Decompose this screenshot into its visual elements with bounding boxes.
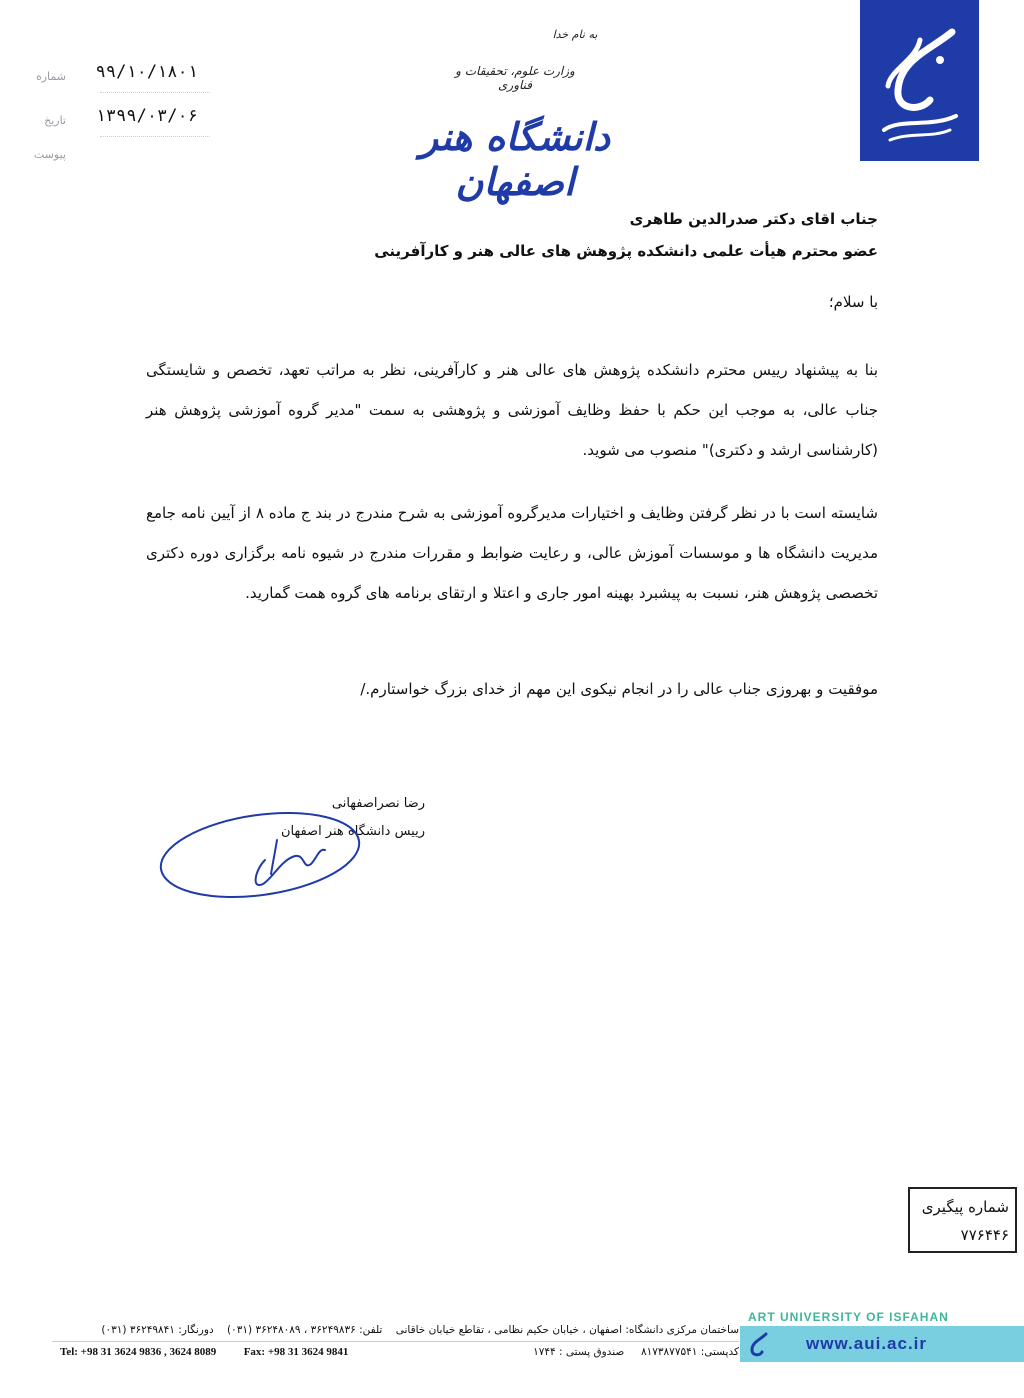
date-label: تاریخ bbox=[44, 114, 66, 127]
meta-divider bbox=[100, 92, 210, 93]
footer-phones: تلفن: ۳۶۲۴۹۸۳۶ ، ۳۶۲۴۸۰۸۹ (۰۳۱) bbox=[226, 1324, 383, 1336]
date-value: ۱۳۹۹/۰۳/۰۶ bbox=[95, 106, 198, 126]
letter-meta bbox=[30, 62, 210, 194]
body-paragraph-1: بنا به پیشنهاد رییس محترم دانشکده پژوهش های عالی هنر و کارآفرینی، نظر به مراتب تعهد، تخصص و شایستگی جناب عالی، به موجب این حکم با حفظ وظایف آموزشی و پژوهشی به سمت "مدیر گروه آموزشی پژوهش هنر (کارشناسی ارشد و دکتری)" منصوب می شوید. bbox=[146, 361, 878, 459]
website-link[interactable]: www.aui.ac.ir bbox=[806, 1334, 928, 1353]
meta-number-row bbox=[30, 62, 210, 106]
footer-po-box: صندوق پستی : ۱۷۴۴ bbox=[533, 1346, 625, 1358]
footer-postal-code: کدپستی: ۸۱۷۳۸۷۷۵۴۱ bbox=[640, 1346, 739, 1358]
university-logo bbox=[860, 0, 979, 161]
meta-divider bbox=[100, 136, 210, 137]
brand-text: ART UNIVERSITY OF ISFAHAN bbox=[748, 1310, 949, 1324]
addressee bbox=[370, 203, 878, 267]
footer-tel-en: Tel: +98 31 3624 9836 , 3624 8089 bbox=[60, 1346, 217, 1358]
footer-fax-en: Fax: +98 31 3624 9841 bbox=[243, 1346, 349, 1358]
addressee-position: عضو محترم هیأت علمی دانشکده پژوهش های عالی هنر و کارآفرینی bbox=[374, 242, 878, 260]
body-paragraph-2: شایسته است با در نظر گرفتن وظایف و اختیارات مدیرگروه آموزشی به شرح مندرج در بند ج ماده ۸ از آیین نامه جامع مدیریت دانشگاه ها و موسسات آموزش عالی، و رعایت ضوابط و مقررات مندرج در شیوه نامه برگزاری دوره دکتری تخصصی پژوهش هنر، نسبت به پیشبرد بهینه امور جاری و اعتلا و ارتقای برنامه های گروه همت گمارید. bbox=[146, 504, 878, 602]
footer-address-row bbox=[52, 1324, 739, 1336]
number-value: ۹۹/۱۰/۱۸۰۱ bbox=[95, 62, 198, 82]
closing-line: موفقیت و بهروزی جناب عالی را در انجام نیکوی این مهم از خدای بزرگ خواستارم./ bbox=[360, 680, 878, 698]
university-logo-icon bbox=[860, 0, 979, 161]
footer-address: ساختمان مرکزی دانشگاه: اصفهان ، خیابان حکیم نظامی ، تقاطع خیابان خاقانی bbox=[395, 1324, 739, 1336]
salutation: با سلام؛ bbox=[828, 293, 878, 311]
university-mini-logo-icon bbox=[746, 1330, 772, 1358]
tracking-value: ۷۷۶۴۴۶ bbox=[960, 1226, 1009, 1244]
basmala: به نام خدا bbox=[552, 28, 598, 41]
tracking-label: شماره پیگیری bbox=[921, 1198, 1009, 1216]
footer-fax: دورنگار: ۳۶۲۴۹۸۴۱ (۰۳۱) bbox=[101, 1324, 214, 1336]
footer-contact-en bbox=[60, 1346, 348, 1358]
signatory-name: رضا نصراصفهانی bbox=[331, 796, 425, 811]
website-band bbox=[740, 1326, 1024, 1362]
ministry-name: وزارت علوم، تحقیقات و فناوری bbox=[455, 64, 575, 92]
attachment-label: پیوست bbox=[33, 148, 66, 161]
tracking-number-box bbox=[908, 1187, 1017, 1253]
footer-divider bbox=[52, 1341, 739, 1342]
university-name: دانشگاه هنر اصفهان bbox=[419, 114, 611, 204]
number-label: شماره bbox=[35, 70, 66, 83]
signature-icon bbox=[155, 800, 370, 910]
meta-attachment-row bbox=[30, 150, 210, 194]
addressee-name: جناب اقای دکتر صدرالدین طاهری bbox=[629, 210, 878, 228]
meta-date-row bbox=[30, 106, 210, 150]
signatory-title: رییس دانشگاه هنر اصفهان bbox=[280, 824, 425, 839]
